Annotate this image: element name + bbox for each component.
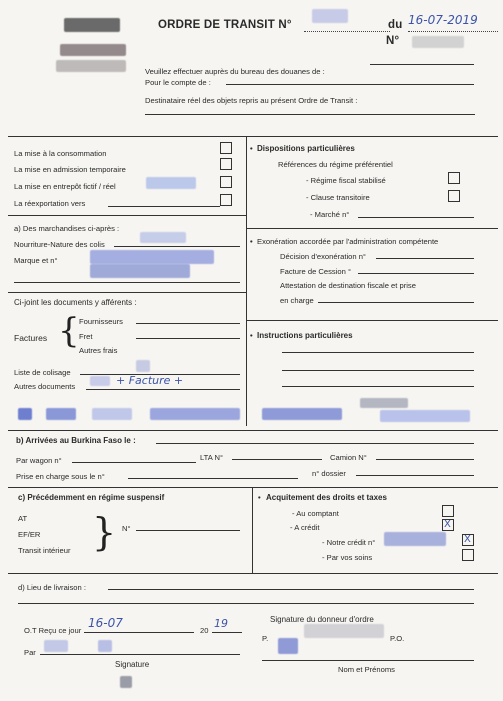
instructions-top-line: [246, 320, 498, 321]
exo-top-line: [246, 228, 498, 229]
checkbox-regime-fiscal[interactable]: [448, 172, 460, 184]
po-label: P.O.: [390, 634, 405, 643]
redacted-logo: [60, 44, 126, 56]
lta-label: LTA N°: [200, 453, 224, 462]
instructions-heading: Instructions particulières: [257, 331, 353, 340]
exo-en-charge: en charge: [280, 296, 314, 305]
date-line: [408, 31, 498, 32]
suspensif-heading: c) Précédemment en régime suspensif: [18, 493, 165, 502]
instr-line-1: [282, 352, 474, 353]
checkbox-admission[interactable]: [220, 158, 232, 170]
livraison-line-2: [18, 603, 474, 604]
regime-admission: La mise en admission temporaire: [14, 165, 126, 174]
clause-transitoire: - Clause transitoire: [306, 193, 370, 202]
order-number-line: [304, 31, 390, 32]
exo-charge-line: [318, 302, 474, 303]
redacted-band: [262, 408, 342, 420]
arrivals-top-line: [8, 430, 498, 431]
autres-documents: Autres documents: [14, 382, 76, 391]
checkmark-a-credit: X: [444, 519, 451, 530]
marche-line: [358, 217, 474, 218]
section-line: [8, 292, 246, 293]
instr-line-2: [282, 370, 474, 371]
column-divider-2: [252, 487, 253, 573]
camion-line: [376, 459, 474, 460]
regime-entrepot: La mise en entrepôt fictif / réel: [14, 182, 116, 191]
suspensif-transit: Transit intérieur: [18, 546, 71, 555]
notre-credit: - Notre crédit n°: [322, 538, 376, 547]
bullet: •: [258, 493, 261, 502]
fret-line: [136, 338, 240, 339]
redacted-band: [380, 410, 470, 422]
redacted-number: [312, 9, 348, 23]
instr-line-3: [282, 386, 474, 387]
suspensif-brace: }: [92, 510, 117, 554]
livraison-top-line: [8, 573, 498, 574]
marche-label: - Marché n°: [310, 210, 350, 219]
bullet: •: [250, 237, 253, 246]
fournisseurs-line: [136, 323, 240, 324]
redacted-autres: [90, 376, 110, 386]
wagon-label: Par wagon n°: [16, 456, 62, 465]
account-text: Pour le compte de :: [145, 78, 211, 87]
checkbox-reexportation[interactable]: [220, 194, 232, 206]
recipient-line: [145, 114, 475, 115]
par-vos-soins: - Par vos soins: [322, 553, 373, 562]
redacted-band: [18, 408, 32, 420]
redacted-p-2: [304, 624, 384, 638]
redacted-marque: [90, 264, 190, 278]
checkbox-par-vos-soins[interactable]: [462, 549, 474, 561]
autres-handwritten: + Facture +: [116, 374, 184, 387]
bullet: •: [250, 331, 253, 340]
exo-decision: Décision d'exonération n°: [280, 252, 366, 261]
n-label: N°: [386, 35, 400, 47]
suspensif-num: N°: [122, 524, 131, 533]
recu-handwritten: 16-07: [88, 616, 123, 630]
p-label: P.: [262, 634, 269, 643]
dossier-line: [356, 475, 474, 476]
au-comptant: - Au comptant: [292, 509, 339, 518]
redacted-band: [46, 408, 76, 420]
recu-label: O.T Reçu ce jour: [24, 626, 82, 635]
recu-line: [84, 632, 194, 633]
signature-line: [262, 660, 474, 661]
date-handwritten: 16-07-2019: [408, 13, 478, 27]
redacted-entrepot: [146, 177, 196, 189]
camion-label: Camion N°: [330, 453, 367, 462]
autres-line: [86, 389, 240, 390]
goods-nature: Nourriture-Nature des colis: [14, 240, 105, 249]
suspensif-top-line: [8, 487, 498, 488]
livraison-heading: d) Lieu de livraison :: [18, 583, 86, 592]
arrivals-date-line: [156, 443, 474, 444]
par-line: [40, 654, 240, 655]
fact-autres: Autres frais: [79, 346, 118, 355]
request-text: Veuillez effectuer auprès du bureau des douanes de :: [145, 67, 325, 76]
dispositions-heading: Dispositions particulières: [257, 144, 355, 153]
nom-label: Nom et Prénoms: [338, 665, 395, 674]
lta-line: [232, 459, 322, 460]
column-divider: [246, 136, 247, 426]
checkbox-clause[interactable]: [448, 190, 460, 202]
exo-facture-line: [358, 273, 474, 274]
redacted-par-2: [98, 640, 112, 652]
liste-colisage: Liste de colisage: [14, 368, 71, 377]
suspensif-num-line: [136, 530, 240, 531]
form-title: ORDRE DE TRANSIT N°: [158, 19, 292, 31]
regime-consommation: La mise à la consommation: [14, 149, 107, 158]
arrivals-heading: b) Arrivées au Burkina Faso le :: [16, 436, 136, 445]
factures-label: Factures: [14, 333, 48, 343]
prise-label: Prise en charge sous le n°: [16, 472, 105, 481]
goods-top-line: [8, 215, 246, 216]
checkbox-entrepot[interactable]: [220, 176, 232, 188]
section-border: [8, 136, 498, 137]
annee-line: [212, 632, 242, 633]
checkmark-notre-credit: X: [464, 534, 471, 545]
fact-fournisseurs: Fournisseurs: [79, 317, 123, 326]
redacted-nature: [140, 232, 186, 243]
donneur-label: Signature du donneur d'ordre: [270, 615, 374, 624]
marque-line-2: [14, 282, 240, 283]
redacted-band: [92, 408, 132, 420]
redacted-band: [360, 398, 408, 408]
checkbox-consommation[interactable]: [220, 142, 232, 154]
redacted-liste: [136, 360, 150, 372]
date-label: du: [388, 19, 403, 31]
exo-facture: Facture de Cession °: [280, 267, 351, 276]
suspensif-at: AT: [18, 514, 28, 523]
request-line: [370, 64, 474, 65]
redacted-marque: [90, 250, 214, 264]
acquittement-heading: Acquitement des droits et taxes: [266, 493, 387, 502]
par-label: Par: [24, 648, 36, 657]
redacted-signature: [120, 676, 132, 688]
annee-handwritten: 19: [214, 617, 228, 630]
suspensif-ef: EF/ER: [18, 530, 41, 539]
wagon-line: [72, 462, 196, 463]
redacted-logo: [56, 60, 126, 72]
exoneration-heading: Exonération accordée par l'administration compétente: [257, 237, 439, 246]
fact-fret: Fret: [79, 332, 93, 341]
bullet: •: [250, 144, 253, 153]
goods-heading: a) Des marchandises ci-après :: [14, 224, 120, 233]
redacted-par: [44, 640, 68, 652]
exo-decision-line: [376, 258, 474, 259]
reexport-line: [108, 206, 220, 207]
redacted-n: [412, 36, 464, 48]
regime-reexportation: La réexportation vers: [14, 199, 86, 208]
regime-fiscal: - Régime fiscal stabilisé: [306, 176, 386, 185]
dossier-label: n° dossier: [312, 469, 346, 478]
redacted-band: [150, 408, 240, 420]
redacted-logo: [64, 18, 120, 32]
signature-label: Signature: [115, 660, 150, 669]
recipient-text: Destinataire réel des objets repris au présent Ordre de Transit :: [145, 96, 358, 105]
nature-line: [114, 246, 240, 247]
account-line: [226, 84, 474, 85]
factures-brace: {: [58, 311, 80, 351]
livraison-line-1: [108, 589, 474, 590]
goods-marque: Marque et n°: [14, 256, 58, 265]
annee-label: 20: [200, 626, 209, 635]
prise-line: [128, 478, 298, 479]
checkbox-au-comptant[interactable]: [442, 505, 454, 517]
dispositions-sub: Références du régime préférentiel: [278, 160, 393, 169]
redacted-p: [278, 638, 298, 654]
exo-attestation: Attestation de destination fiscale et prise: [280, 281, 416, 290]
documents-heading: Ci-joint les documents y afférents :: [14, 298, 137, 307]
a-credit: - A crédit: [290, 523, 320, 532]
redacted-credit: [384, 532, 446, 546]
